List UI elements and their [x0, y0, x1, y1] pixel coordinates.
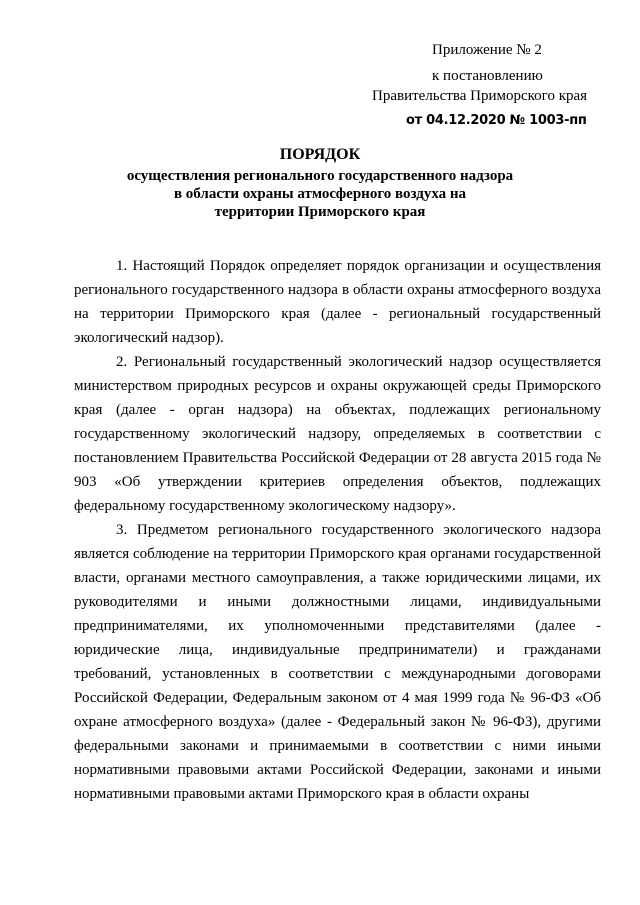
attachment-date-number: от 04.12.2020 № 1003-пп [406, 113, 587, 128]
attachment-number: Приложение № 2 [432, 42, 542, 58]
paragraph-3: 3. Предметом регионального государственного экологического надзора является соблюдение на территории Приморского края органами государственной власти, органами местного самоуправления, а также юридическими лицами, их руководителями и иными должностными лицами, индивидуальными предпринимателями, их уполномоченными представителями (далее - юридические лица, индивидуальные предприниматели) и гражданами требований, установленных в соответствии с международными договорами Российской Федерации, Федеральным законом от 4 мая 1999 года № 96-ФЗ «Об охране атмосферного воздуха» (далее - Федеральный закон № 96-ФЗ), другими федеральными законами и принимаемыми в соответствии с ними иными нормативными правовыми актами Российской Федерации, законами и иными нормативными правовыми актами Приморского края в области охраны [74, 522, 601, 802]
title-line-2: в области охраны атмосферного воздуха на [173, 186, 467, 202]
paragraph-1: 1. Настоящий Порядок определяет порядок организации и осуществления регионального государственного надзора в области охраны атмосферного воздуха на территории Приморского края (далее - региональный государственный экологический надзор). [74, 258, 601, 346]
paragraph-2: 2. Региональный государственный экологический надзор осуществляется министерством природных ресурсов и охраны окружающей среды Приморского края (далее - орган надзора) на объектах, подлежащих региональному государственному экологический надзору, определяемых в соответствии с постановлением Правительства Российской Федерации от 28 августа 2015 года № 903 «Об утверждении критериев определения объектов, подлежащих федеральному государственному экологическому надзору». [74, 354, 601, 514]
attachment-government: Правительства Приморского края [372, 88, 588, 104]
attachment-header [358, 40, 598, 131]
title-line-3: территории Приморского края [214, 204, 426, 220]
title-main: ПОРЯДОК [279, 146, 361, 163]
document-body [74, 254, 601, 806]
document-title [60, 146, 580, 221]
attachment-to-resolution: к постановлению [432, 68, 543, 84]
title-line-1: осуществления регионального государственного надзора [126, 168, 514, 184]
